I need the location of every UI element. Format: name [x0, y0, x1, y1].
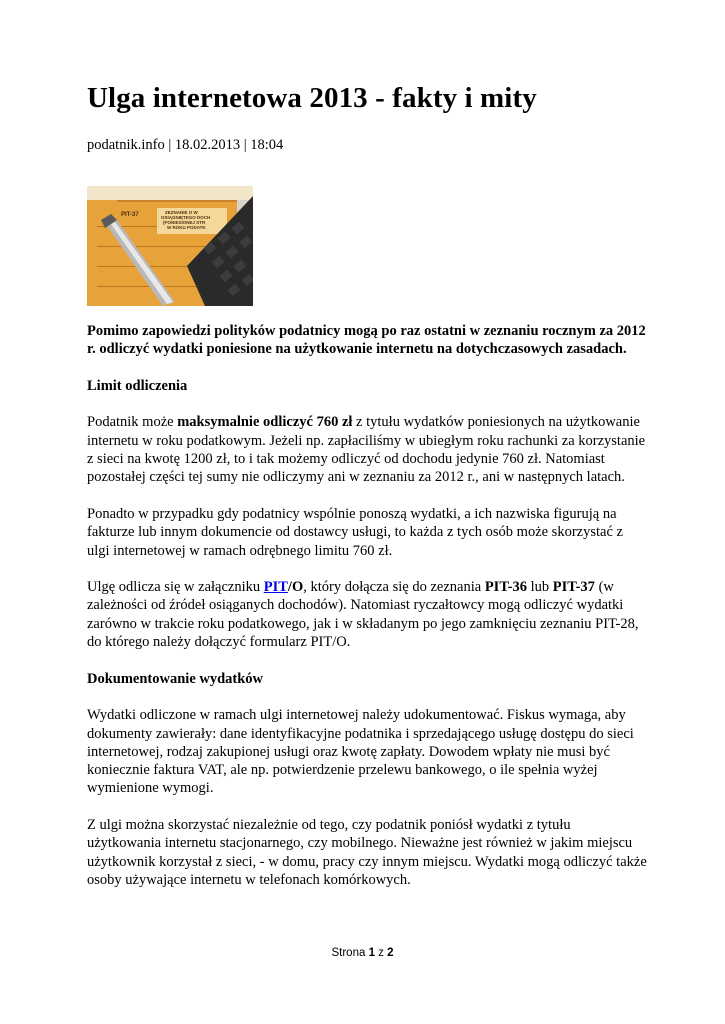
paragraph-joint-expenses: Ponadto w przypadku gdy podatnicy wspólnie ponoszą wydatki, a ich nazwiska figurują na fakturze lub innym dokumencie od dostawcy usługi, to każda z tych osób może skorzystać z ulgi internetowej w ramach odrębnego limitu 760 zł. — [87, 505, 623, 559]
paragraph-limit: Podatnik może maksymalnie odliczyć 760 zł z tytułu wydatków poniesionych na użytkowanie internetu w roku podatkowym. Jeżeli np. zapłaciliśmy w ubiegłym roku rachunki za korzystanie z sieci na kwotę 1200 zł, to i tak możemy odliczyć od dochodu jedynie 760 zł. Natomiast pozostałej części tej sumy nie odliczymy ani w zeznaniu za 2012 r., ani w następnych latach. — [87, 414, 646, 486]
section-heading-documentation: Dokumentowanie wydatków — [87, 670, 264, 687]
paragraph-pit-o: Ulgę odlicza się w załączniku PIT/O, który dołącza się do zeznania PIT-36 lub PIT-37 (w zależności od źródeł osiąganych dochodów). Natomiast ryczałtowcy mogą odliczyć wydatki zarówno w trakcie roku podatkowego, jak i w składanym po jego zamknięciu zeznaniu PIT-28, do którego należy dołączyć formularz PIT/O. — [87, 579, 639, 651]
article-title: Ulga internetowa 2013 - fakty i mity — [87, 82, 537, 114]
page-footer: Strona 1 z 2 — [331, 947, 394, 959]
paragraph-mobile: Z ulgi można skorzystać niezależnie od tego, czy podatnik poniósł wydatki z tytułu użytkowania internetu stacjonarnego, czy mobilnego. Nieważne jest również w jakim miejscu użytkownik korzystał z sieci, - w domu, pracy czy innym miejscu. Wydatki mogą odliczyć także osoby używające internetu w telefonach komórkowych. — [87, 817, 647, 888]
article-photo — [87, 186, 253, 306]
section-heading-limit: Limit odliczenia — [87, 377, 188, 394]
article-lead: Pomimo zapowiedzi polityków podatnicy mogą po raz ostatni w zeznaniu rocznym za 2012 r. odliczyć wydatki poniesione na użytkowanie internetu na dotychczasowych zasadach. — [87, 323, 646, 358]
paragraph-documentation: Wydatki odliczone w ramach ulgi internetowej należy udokumentować. Fiskus wymaga, aby dokumenty zawierały: dane identyfikacyjne podatnika i sprzedającego usługę dostępu do sieci internetowej, rodzaj zakupionej usługi oraz kwotę zapłaty. Dowodem wpłaty nie musi być koniecznie faktura VAT, ale np. potwierdzenie przelewu bankowego, o ile spełnia wyżej wymienione wymogi. — [87, 707, 634, 797]
total-page-count: 2 — [387, 947, 394, 959]
tax-form-calculator-image — [87, 186, 253, 306]
article-body — [87, 322, 647, 908]
form-code-label: PIT-37 — [121, 212, 139, 218]
current-page-number: 1 — [368, 947, 375, 959]
svg-text:ZEZNANIE O W OSIĄGNIĘT: ZEZNANIE O W OSIĄGNIĘTEGO DOCH (PONIESIONEJ STR W ROKU PODATK — [161, 210, 211, 230]
article-meta: podatnik.info | 18.02.2013 | 18:04 — [87, 137, 284, 153]
pit-link[interactable]: PIT — [263, 579, 288, 596]
